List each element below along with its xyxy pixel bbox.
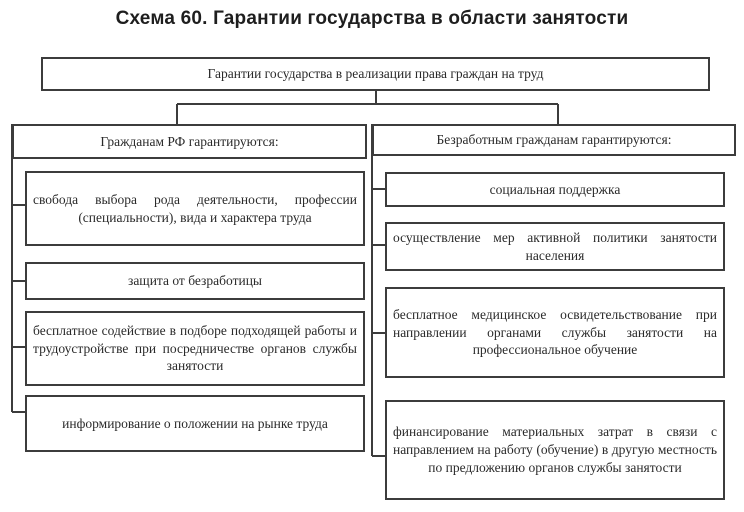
right-item (385, 222, 725, 271)
left-item-text: защита от безработицы (127, 273, 262, 289)
left-item (25, 171, 365, 246)
root-box-text: Гарантии государства в реализации права граждан на труд (207, 66, 544, 82)
right-header-box (372, 124, 736, 156)
right-header-text: Безработным гражданам гарантируются: (436, 132, 672, 148)
right-item (385, 287, 725, 378)
right-item (385, 400, 725, 500)
left-header-text: Гражданам РФ гарантируются: (100, 133, 279, 149)
left-item-text: бесплатное содействие в подборе подходящей работы и трудоустройстве при посредничестве органов службы занятости (33, 322, 357, 374)
right-item-text: социальная поддержка (489, 181, 621, 197)
left-item-text: информирование о положении на рынке труда (62, 415, 328, 431)
diagram-title: Схема 60. Гарантии государства в области занятости (115, 8, 629, 29)
left-item (25, 262, 365, 300)
right-item-text: финансирование материальных затрат в связи с направлением на работу (обучение) в другую местность по предложению органов службы занятости (393, 424, 717, 475)
left-header-box (12, 124, 367, 159)
left-item (25, 395, 365, 452)
left-item-text: свобода выбора рода деятельности, профессии (специальности), вида и характера труда (33, 191, 357, 225)
right-item-text: бесплатное медицинское освидетельствование при направлении органами службы занятости на профессиональное обучение (393, 306, 717, 358)
root-box (41, 57, 710, 91)
left-item (25, 311, 365, 386)
right-item-text: осуществление мер активной политики занятости населения (393, 229, 717, 263)
right-item (385, 172, 725, 207)
